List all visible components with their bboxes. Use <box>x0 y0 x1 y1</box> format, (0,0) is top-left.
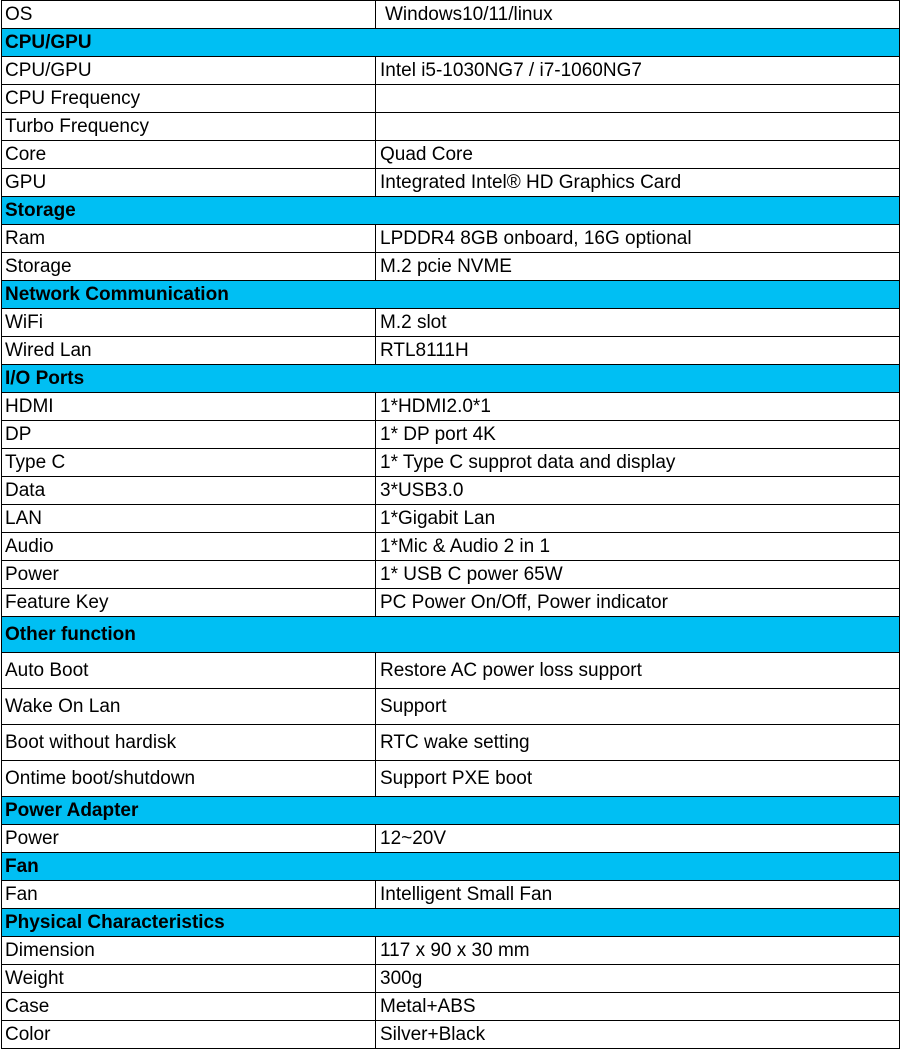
spec-label: Core <box>2 141 376 169</box>
spec-value: 1*HDMI2.0*1 <box>376 393 900 421</box>
spec-label: Wired Lan <box>2 337 376 365</box>
spec-table <box>1 0 900 1049</box>
spec-label: Power <box>2 561 376 589</box>
spec-label: Feature Key <box>2 589 376 617</box>
spec-label: LAN <box>2 505 376 533</box>
spec-value: Silver+Black <box>376 1021 900 1049</box>
table-row <box>2 113 900 141</box>
section-header: CPU/GPU <box>2 29 900 57</box>
table-row <box>2 965 900 993</box>
table-row <box>2 653 900 689</box>
spec-value: 3*USB3.0 <box>376 477 900 505</box>
spec-value <box>376 113 900 141</box>
section-header-row <box>2 281 900 309</box>
section-header-row <box>2 29 900 57</box>
table-row <box>2 85 900 113</box>
spec-label: Ram <box>2 225 376 253</box>
spec-label: Case <box>2 993 376 1021</box>
spec-table-body <box>2 1 900 1049</box>
table-row <box>2 169 900 197</box>
spec-value: Intelligent Small Fan <box>376 881 900 909</box>
section-header: Storage <box>2 197 900 225</box>
spec-value: Metal+ABS <box>376 993 900 1021</box>
section-header: Network Communication <box>2 281 900 309</box>
table-row <box>2 337 900 365</box>
table-row <box>2 421 900 449</box>
spec-value: 1* USB C power 65W <box>376 561 900 589</box>
table-row <box>2 881 900 909</box>
spec-label: WiFi <box>2 309 376 337</box>
spec-value: 1*Gigabit Lan <box>376 505 900 533</box>
spec-label: Power <box>2 825 376 853</box>
spec-value: Integrated Intel® HD Graphics Card <box>376 169 900 197</box>
spec-label: Audio <box>2 533 376 561</box>
spec-label: Storage <box>2 253 376 281</box>
spec-label: Wake On Lan <box>2 689 376 725</box>
section-header: Other function <box>2 617 900 653</box>
table-row <box>2 937 900 965</box>
spec-label: CPU Frequency <box>2 85 376 113</box>
spec-label: Ontime boot/shutdown <box>2 761 376 797</box>
section-header: Fan <box>2 853 900 881</box>
spec-label: Fan <box>2 881 376 909</box>
table-row <box>2 689 900 725</box>
spec-label: Weight <box>2 965 376 993</box>
section-header-row <box>2 797 900 825</box>
spec-value: Restore AC power loss support <box>376 653 900 689</box>
table-row <box>2 477 900 505</box>
section-header: Physical Characteristics <box>2 909 900 937</box>
spec-value: 1* Type C supprot data and display <box>376 449 900 477</box>
spec-value: 12~20V <box>376 825 900 853</box>
spec-value: 300g <box>376 965 900 993</box>
table-row <box>2 761 900 797</box>
section-header-row <box>2 365 900 393</box>
section-header: Power Adapter <box>2 797 900 825</box>
spec-value: M.2 slot <box>376 309 900 337</box>
table-row <box>2 393 900 421</box>
spec-value: Support PXE boot <box>376 761 900 797</box>
spec-value: Quad Core <box>376 141 900 169</box>
spec-label: OS <box>2 1 376 29</box>
section-header-row <box>2 853 900 881</box>
table-row <box>2 141 900 169</box>
spec-label: HDMI <box>2 393 376 421</box>
table-row <box>2 57 900 85</box>
spec-value: 117 x 90 x 30 mm <box>376 937 900 965</box>
spec-label: Auto Boot <box>2 653 376 689</box>
section-header-row <box>2 909 900 937</box>
table-row <box>2 533 900 561</box>
section-header-row <box>2 617 900 653</box>
spec-label: DP <box>2 421 376 449</box>
spec-label: GPU <box>2 169 376 197</box>
spec-value: M.2 pcie NVME <box>376 253 900 281</box>
spec-label: Dimension <box>2 937 376 965</box>
spec-label: Data <box>2 477 376 505</box>
table-row <box>2 449 900 477</box>
spec-value: Intel i5-1030NG7 / i7-1060NG7 <box>376 57 900 85</box>
spec-label: Color <box>2 1021 376 1049</box>
spec-label: Type C <box>2 449 376 477</box>
table-row <box>2 225 900 253</box>
spec-value: RTL8111H <box>376 337 900 365</box>
table-row <box>2 725 900 761</box>
table-row <box>2 589 900 617</box>
table-row <box>2 309 900 337</box>
spec-value: Support <box>376 689 900 725</box>
spec-label: Turbo Frequency <box>2 113 376 141</box>
table-row <box>2 561 900 589</box>
spec-value: 1*Mic & Audio 2 in 1 <box>376 533 900 561</box>
table-row <box>2 253 900 281</box>
spec-value: LPDDR4 8GB onboard, 16G optional <box>376 225 900 253</box>
spec-value: Windows10/11/linux <box>376 1 900 29</box>
table-row <box>2 825 900 853</box>
table-row <box>2 1 900 29</box>
spec-value <box>376 85 900 113</box>
spec-value: PC Power On/Off, Power indicator <box>376 589 900 617</box>
table-row <box>2 993 900 1021</box>
table-row <box>2 1021 900 1049</box>
section-header-row <box>2 197 900 225</box>
spec-value: RTC wake setting <box>376 725 900 761</box>
table-row <box>2 505 900 533</box>
section-header: I/O Ports <box>2 365 900 393</box>
spec-label: CPU/GPU <box>2 57 376 85</box>
spec-value: 1* DP port 4K <box>376 421 900 449</box>
spec-label: Boot without hardisk <box>2 725 376 761</box>
